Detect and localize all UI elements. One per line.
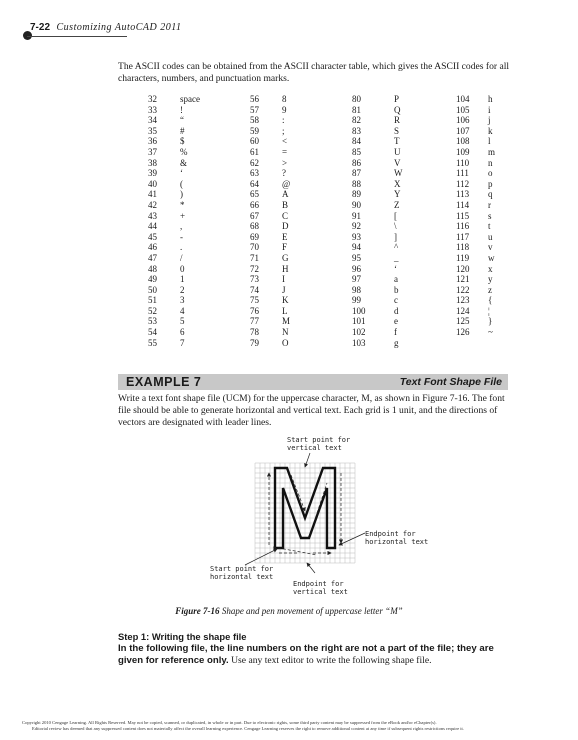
figure-description: Shape and pen movement of uppercase letter “M” [221, 606, 403, 616]
ascii-char: L [282, 305, 288, 316]
ascii-code: 122 [456, 284, 470, 295]
ascii-char: t [488, 221, 491, 232]
ascii-code: 103 [352, 337, 366, 348]
ascii-row [148, 115, 558, 126]
ascii-code: 119 [456, 252, 470, 263]
ascii-code: 112 [456, 178, 470, 189]
ascii-char: % [180, 146, 188, 157]
ascii-row [148, 189, 558, 200]
step-plain-text: Use any text editor to write the following shape file. [231, 655, 432, 666]
ascii-char: ‘ [394, 263, 397, 274]
ascii-char: ? [282, 168, 286, 179]
ascii-code: 44 [148, 221, 157, 232]
ascii-code: 46 [148, 242, 157, 253]
ascii-code: 57 [250, 104, 259, 115]
ascii-code: 114 [456, 199, 470, 210]
ascii-code: 115 [456, 210, 470, 221]
ascii-row [148, 242, 558, 253]
ascii-char: r [488, 199, 491, 210]
ascii-code: 43 [148, 210, 157, 221]
ascii-code: 94 [352, 242, 361, 253]
ascii-char: m [488, 146, 496, 157]
ascii-row [148, 200, 558, 211]
ascii-row [148, 179, 558, 190]
ascii-code: 47 [148, 252, 157, 263]
ascii-code: 101 [352, 316, 366, 327]
ascii-row [148, 211, 558, 222]
ascii-char [488, 338, 558, 349]
ascii-char: 8 [282, 94, 287, 104]
ascii-char: * [180, 199, 185, 210]
ascii-code: 98 [352, 284, 361, 295]
ascii-row [148, 338, 558, 349]
ascii-char: 2 [180, 284, 185, 295]
ascii-code: 106 [456, 115, 470, 126]
ascii-char: V [394, 157, 401, 168]
ascii-code: 67 [250, 210, 259, 221]
ascii-code: 41 [148, 189, 157, 200]
ascii-code: 90 [352, 199, 361, 210]
ascii-code: 69 [250, 231, 259, 242]
ascii-row [148, 126, 558, 137]
ascii-char: P [394, 94, 400, 104]
ascii-row [148, 147, 558, 158]
label-end-horizontal-line1: Endpoint for [365, 530, 416, 538]
ascii-code: 42 [148, 199, 157, 210]
label-start-horizontal-line2: horizontal text [210, 573, 274, 581]
ascii-code: 121 [456, 274, 470, 285]
ascii-code: 32 [148, 94, 157, 104]
ascii-row [148, 168, 558, 179]
ascii-code: 63 [250, 168, 259, 179]
ascii-char: > [282, 157, 288, 168]
ascii-char: space [180, 94, 200, 104]
ascii-char: “ [180, 115, 184, 126]
ascii-code: 61 [250, 146, 259, 157]
ascii-char: ¦ [488, 305, 490, 316]
ascii-code: 108 [456, 136, 470, 147]
ascii-code: 117 [456, 231, 470, 242]
ascii-row [148, 232, 558, 243]
ascii-char: ; [282, 125, 285, 136]
ascii-code: 56 [250, 94, 259, 104]
ascii-code: 37 [148, 146, 157, 157]
ascii-char: z [488, 284, 492, 295]
ascii-char: q [488, 189, 493, 200]
ascii-row [148, 316, 558, 327]
ascii-code: 84 [352, 136, 361, 147]
ascii-row [148, 253, 558, 264]
ascii-char: . [180, 242, 183, 253]
ascii-char: J [282, 284, 286, 295]
ascii-char: 5 [180, 316, 185, 327]
ascii-code: 33 [148, 104, 157, 115]
ascii-char: \ [394, 221, 397, 232]
ascii-code: 59 [250, 125, 259, 136]
ascii-code: 73 [250, 274, 259, 285]
book-title: Customizing AutoCAD 2011 [56, 22, 182, 33]
ascii-code: 82 [352, 115, 361, 126]
ascii-code: 36 [148, 136, 157, 147]
example-label: EXAMPLE 7 [126, 375, 202, 389]
step-title: Step 1: Writing the shape file [118, 631, 247, 642]
ascii-row [148, 158, 558, 169]
ascii-code: 118 [456, 242, 470, 253]
footer-line2: Editorial review has deemed that any suppressed content does not materially affect the overall learning experience. Cengage Learning reserves the right to remove additional content at any time if subsequent rights restrictions require it. [32, 726, 464, 731]
ascii-code: 71 [250, 252, 259, 263]
ascii-char: 9 [282, 104, 287, 115]
example-bar [118, 374, 508, 390]
ascii-char: ( [180, 178, 183, 189]
ascii-code: 113 [456, 189, 470, 200]
figure-number: Figure 7-16 [175, 606, 220, 616]
ascii-code: 89 [352, 189, 361, 200]
ascii-char: x [488, 263, 493, 274]
page-header [30, 22, 182, 33]
ascii-code [456, 338, 488, 349]
ascii-char: d [394, 305, 399, 316]
ascii-char: = [282, 146, 288, 157]
ascii-code: 109 [456, 146, 470, 157]
ascii-char: ^ [394, 242, 399, 253]
ascii-char: - [180, 231, 183, 242]
ascii-char: p [488, 178, 493, 189]
ascii-code: 85 [352, 146, 361, 157]
ascii-char: K [282, 295, 289, 306]
ascii-char: I [282, 274, 285, 285]
ascii-code: 102 [352, 327, 366, 338]
ascii-char: S [394, 125, 400, 136]
ascii-char: # [180, 125, 185, 136]
ascii-row [148, 264, 558, 275]
ascii-code: 79 [250, 337, 259, 348]
ascii-char: < [282, 136, 288, 147]
ascii-code: 124 [456, 305, 470, 316]
ascii-char: ‘ [180, 168, 183, 179]
ascii-code: 68 [250, 221, 259, 232]
ascii-code: 34 [148, 115, 157, 126]
ascii-char: , [180, 221, 183, 232]
ascii-char: u [488, 231, 493, 242]
ascii-code: 50 [148, 284, 157, 295]
step-bold-text: In the following file, the line numbers on the right are not a part of the file; they are given for reference only. [118, 643, 494, 666]
ascii-code: 125 [456, 316, 470, 327]
ascii-char: @ [282, 178, 291, 189]
ascii-code: 51 [148, 295, 157, 306]
ascii-code: 100 [352, 305, 366, 316]
ascii-code: 70 [250, 242, 259, 253]
ascii-char: w [488, 252, 495, 263]
ascii-char: y [488, 274, 493, 285]
ascii-char: f [394, 327, 397, 338]
footer-line1: Copyright 2010 Cengage Learning. All Rights Reserved. May not be copied, scanned, or duplicated, in whole or in part. Due to electronic rights, some third party content may be suppressed from the eBook and/or eChapter(s). [22, 720, 437, 725]
ascii-char: s [488, 210, 492, 221]
ascii-char: _ [394, 252, 399, 263]
ascii-char: $ [180, 136, 185, 147]
ascii-char: n [488, 157, 493, 168]
page-number: 7-22 [30, 22, 51, 33]
ascii-char: ~ [488, 327, 493, 338]
ascii-code: 126 [456, 327, 470, 338]
ascii-char: & [180, 157, 188, 168]
ascii-code: 35 [148, 125, 157, 136]
ascii-char: g [394, 337, 399, 348]
ascii-char: Y [394, 189, 401, 200]
ascii-char: 0 [180, 263, 185, 274]
ascii-char: U [394, 146, 401, 157]
ascii-code: 54 [148, 327, 157, 338]
ascii-char: Q [394, 104, 401, 115]
ascii-char: v [488, 242, 493, 253]
ascii-char: C [282, 210, 289, 221]
ascii-code: 74 [250, 284, 259, 295]
ascii-code: 97 [352, 274, 361, 285]
ascii-code: 120 [456, 263, 470, 274]
ascii-code: 83 [352, 125, 361, 136]
ascii-char: N [282, 327, 289, 338]
ascii-row [148, 327, 558, 338]
figure-caption [0, 606, 578, 616]
ascii-code: 49 [148, 274, 157, 285]
ascii-code: 107 [456, 125, 470, 136]
ascii-row [148, 136, 558, 147]
ascii-code: 40 [148, 178, 157, 189]
ascii-code: 116 [456, 221, 470, 232]
ascii-char: + [180, 210, 186, 221]
ascii-char: O [282, 337, 289, 348]
ascii-char: l [488, 136, 491, 147]
ascii-code: 99 [352, 295, 361, 306]
ascii-code: 110 [456, 157, 470, 168]
ascii-char: { [488, 295, 493, 306]
step-paragraph [118, 643, 513, 667]
ascii-code: 66 [250, 199, 259, 210]
grid [255, 463, 355, 563]
label-start-vertical-line2: vertical text [287, 444, 342, 452]
ascii-code: 123 [456, 295, 470, 306]
ascii-code: 93 [352, 231, 361, 242]
ascii-char: ! [180, 104, 183, 115]
ascii-code: 65 [250, 189, 259, 200]
ascii-row [148, 94, 558, 105]
ascii-char: Z [394, 199, 400, 210]
ascii-char: j [488, 115, 491, 126]
label-start-horizontal-line1: Start point for [210, 565, 274, 573]
ascii-code: 76 [250, 305, 259, 316]
ascii-code: 62 [250, 157, 259, 168]
ascii-char: G [282, 252, 289, 263]
ascii-code: 48 [148, 263, 157, 274]
label-end-horizontal-line2: horizontal text [365, 538, 429, 546]
ascii-table [148, 94, 558, 348]
ascii-char: o [488, 168, 493, 179]
ascii-char: W [394, 168, 403, 179]
header-rule [27, 36, 127, 37]
figure-7-16 [205, 433, 435, 603]
ascii-char: E [282, 231, 288, 242]
ascii-code: 45 [148, 231, 157, 242]
ascii-code: 52 [148, 305, 157, 316]
example-description: Write a text font shape file (UCM) for the uppercase character, M, as shown in Figure 7-16. The font file should be able to generate horizontal and vertical text. Each grid is 1 unit, and the directions of vectors are designated with leader lines. [118, 393, 505, 428]
ascii-char: ) [180, 189, 183, 200]
ascii-char: : [282, 115, 285, 126]
ascii-char: A [282, 189, 289, 200]
ascii-row [148, 274, 558, 285]
ascii-char: a [394, 274, 398, 285]
ascii-code: 72 [250, 263, 259, 274]
ascii-code: 75 [250, 295, 259, 306]
ascii-code: 80 [352, 94, 361, 104]
label-start-vertical-line1: Start point for [287, 436, 351, 444]
ascii-code: 58 [250, 115, 259, 126]
label-end-vertical-line1: Endpoint for [293, 580, 344, 588]
ascii-row [148, 221, 558, 232]
ascii-code: 87 [352, 168, 361, 179]
intro-paragraph: The ASCII codes can be obtained from the ASCII character table, which gives the ASCII codes for all characters, numbers, and punctuation marks. [118, 61, 510, 84]
ascii-code: 78 [250, 327, 259, 338]
copyright-footer [22, 720, 560, 732]
ascii-code: 81 [352, 104, 361, 115]
ascii-row [148, 306, 558, 317]
ascii-char: T [394, 136, 400, 147]
ascii-char: 7 [180, 337, 185, 348]
ascii-code: 60 [250, 136, 259, 147]
ascii-char: i [488, 104, 491, 115]
ascii-char: 3 [180, 295, 185, 306]
ascii-char: R [394, 115, 401, 126]
example-title: Text Font Shape File [399, 376, 502, 388]
ascii-char: k [488, 125, 493, 136]
ascii-char: 6 [180, 327, 185, 338]
ascii-char: 4 [180, 305, 185, 316]
ascii-row [148, 285, 558, 296]
ascii-code: 64 [250, 178, 259, 189]
ascii-char: e [394, 316, 398, 327]
ascii-char: c [394, 295, 398, 306]
ascii-char: 1 [180, 274, 185, 285]
ascii-code: 77 [250, 316, 259, 327]
ascii-char: B [282, 199, 289, 210]
ascii-row [148, 295, 558, 306]
ascii-code: 96 [352, 263, 361, 274]
ascii-char: F [282, 242, 288, 253]
letter-m-diagram [205, 433, 435, 603]
ascii-char: h [488, 94, 493, 104]
label-end-vertical-line2: vertical text [293, 588, 348, 596]
ascii-code: 105 [456, 104, 470, 115]
ascii-code: 88 [352, 178, 361, 189]
ascii-code: 38 [148, 157, 157, 168]
ascii-code: 111 [456, 168, 469, 179]
ascii-char: ] [394, 231, 397, 242]
ascii-code: 39 [148, 168, 157, 179]
ascii-row [148, 105, 558, 116]
ascii-code: 53 [148, 316, 157, 327]
ascii-code: 92 [352, 221, 361, 232]
ascii-code: 55 [148, 337, 157, 348]
ascii-char: b [394, 284, 399, 295]
ascii-code: 91 [352, 210, 361, 221]
ascii-char: M [282, 316, 291, 327]
ascii-code: 86 [352, 157, 361, 168]
ascii-code: 104 [456, 94, 470, 104]
ascii-char: [ [394, 210, 397, 221]
ascii-char: D [282, 221, 289, 232]
ascii-char: / [180, 252, 183, 263]
ascii-char: H [282, 263, 289, 274]
ascii-char: X [394, 178, 401, 189]
ascii-char: } [488, 316, 493, 327]
ascii-code: 95 [352, 252, 361, 263]
